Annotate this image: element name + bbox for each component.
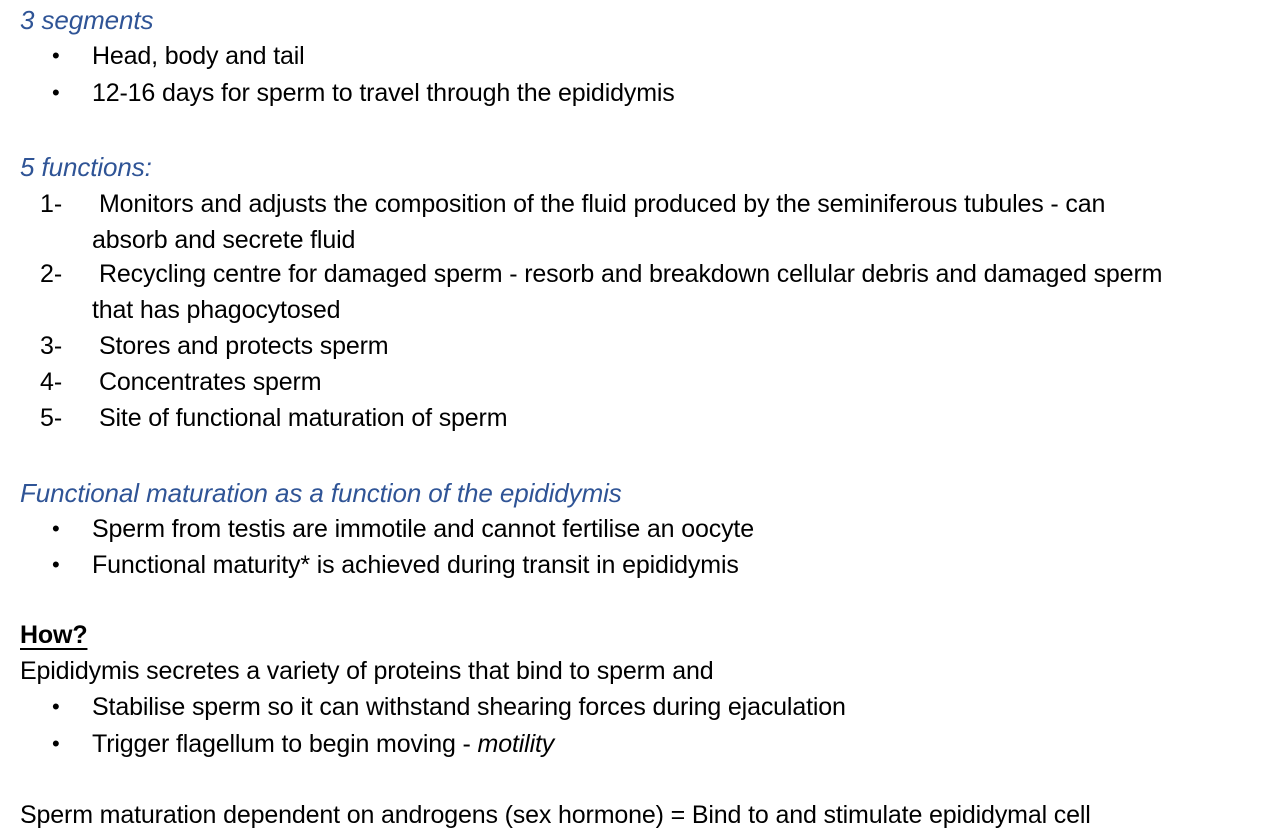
bullet-icon: • (52, 80, 60, 105)
how-intro: Epididymis secretes a variety of proteins that bind to sperm and (20, 657, 714, 685)
how-bullet-2 (92, 729, 554, 759)
bullet-icon: • (52, 516, 60, 541)
function-number-2: 2- (40, 260, 63, 288)
function-4-line1: Concentrates sperm (99, 368, 322, 396)
segment-bullet-2: 12-16 days for sperm to travel through the epididymis (92, 79, 675, 107)
heading-functional-maturation: Functional maturation as a function of the epididymis (20, 478, 622, 508)
how-bullet-2-emphasis: motility (477, 730, 555, 758)
function-3-line1: Stores and protects sperm (99, 332, 389, 360)
bullet-icon: • (52, 552, 60, 577)
function-5-line1: Site of functional maturation of sperm (99, 404, 508, 432)
function-number-4: 4- (40, 368, 63, 396)
maturation-bullet-2: Functional maturity* is achieved during transit in epididymis (92, 551, 739, 579)
function-1-line1: Monitors and adjusts the composition of the fluid produced by the seminiferous tubules - can (99, 190, 1106, 218)
function-number-3: 3- (40, 332, 63, 360)
maturation-bullet-1: Sperm from testis are immotile and cannot fertilise an oocyte (92, 515, 754, 543)
heading-how: How? (20, 621, 88, 649)
heading-3-segments: 3 segments (20, 5, 154, 35)
bullet-icon: • (52, 694, 60, 719)
function-number-1: 1- (40, 190, 63, 218)
bullet-icon: • (52, 731, 60, 756)
heading-5-functions: 5 functions: (20, 152, 152, 182)
how-bullet-2-text: Trigger flagellum to begin moving - (92, 730, 478, 758)
function-2-line1: Recycling centre for damaged sperm - resorb and breakdown cellular debris and damaged sperm (99, 260, 1163, 288)
androgen-statement: Sperm maturation dependent on androgens (sex hormone) = Bind to and stimulate epididymal cell (20, 801, 1091, 829)
function-2-line2: that has phagocytosed (92, 296, 341, 324)
how-bullet-1: Stabilise sperm so it can withstand shearing forces during ejaculation (92, 693, 846, 721)
bullet-icon: • (52, 43, 60, 68)
function-1-line2: absorb and secrete fluid (92, 226, 356, 254)
function-number-5: 5- (40, 404, 63, 432)
segment-bullet-1: Head, body and tail (92, 42, 305, 70)
